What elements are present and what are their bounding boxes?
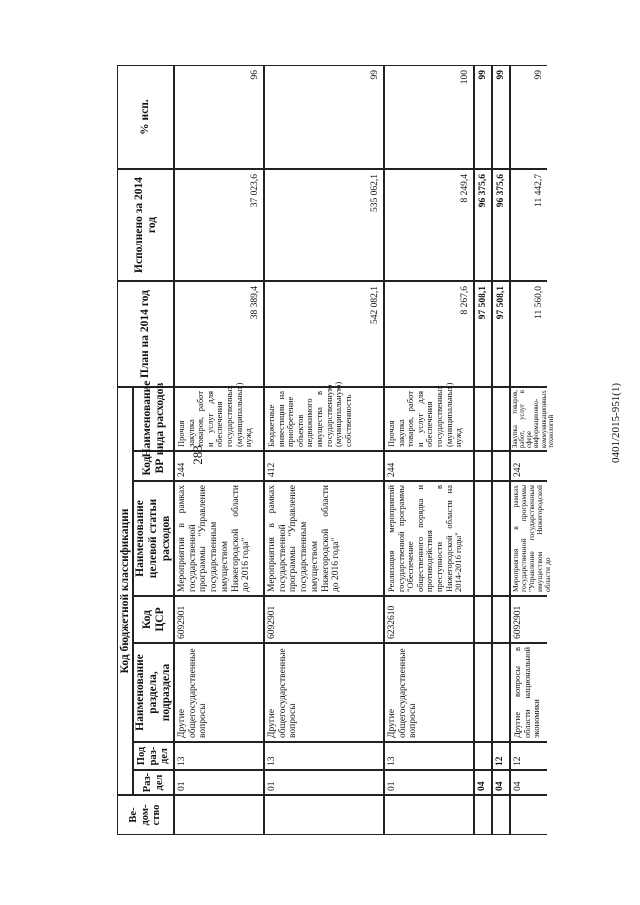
table-cell-vedomstvo <box>510 795 547 835</box>
table-cell-percent: 99 <box>510 65 547 169</box>
table-cell-percent: 96 <box>174 65 264 169</box>
header-csr-name: Наименование целевой статьи расходов <box>133 481 174 596</box>
header-vedomstvo: Ве-дом-ство <box>117 795 174 835</box>
table-cell-csr <box>474 596 492 643</box>
table-cell-vr-name: Закупка товаров, работ, услуг в сфере информационно-коммуникационных технологий <box>510 387 547 451</box>
table-cell-podrazdel <box>474 742 492 770</box>
table-cell-vr <box>492 451 510 481</box>
table-cell-razdel: 04 <box>492 770 510 795</box>
table-cell-csr-name: Мероприятия в рамках государственной программы "Управление государственным имуществом Нижегородской области до 2016 года" <box>264 481 384 596</box>
table-cell-ispolneno: 11 442,7 <box>510 169 547 281</box>
table-cell-plan: 8 267,6 <box>384 281 474 387</box>
header-ispolneno: Исполнено за 2014 год <box>117 169 174 281</box>
table-cell-ispolneno: 96 375,6 <box>474 169 492 281</box>
table-cell-vr-name <box>492 387 510 451</box>
header-group: Код бюджетной классификации <box>117 387 133 795</box>
table-cell-percent: 99 <box>264 65 384 169</box>
table-cell-vedomstvo <box>384 795 474 835</box>
table-cell-ispolneno: 535 062,1 <box>264 169 384 281</box>
table-cell-razdel: 01 <box>174 770 264 795</box>
table-cell-vr-name <box>474 387 492 451</box>
table-cell-vedomstvo <box>174 795 264 835</box>
header-vr-name: Наименование вида расходов <box>133 387 174 451</box>
header-percent: % исп. <box>117 65 174 169</box>
table-cell-vr: 244 <box>174 451 264 481</box>
table-cell-razdel: 01 <box>384 770 474 795</box>
table-cell-vr <box>474 451 492 481</box>
table-cell-podrazdel: 13 <box>384 742 474 770</box>
table-cell-vr: 412 <box>264 451 384 481</box>
table-cell-vr-name: Прочая закупка товаров, работ и услуг для обеспечения государственных (муниципальных) нужд <box>384 387 474 451</box>
table-cell-percent: 100 <box>384 65 474 169</box>
page-number: 283 <box>190 445 205 465</box>
budget-table-rotated <box>117 65 555 835</box>
table-cell-ispolneno: 96 375,6 <box>492 169 510 281</box>
table-cell-csr-name <box>474 481 492 596</box>
table-cell-vedomstvo <box>492 795 510 835</box>
table-cell-vedomstvo <box>474 795 492 835</box>
table-cell-plan: 11 560,0 <box>510 281 547 387</box>
table-cell-csr: 6092901 <box>510 596 547 643</box>
header-plan: План на 2014 год <box>117 281 174 387</box>
table-cell-plan: 97 508,1 <box>474 281 492 387</box>
table-cell-podrazdel: 12 <box>492 742 510 770</box>
table-cell-razdel-name: Другие общегосударственные вопросы <box>384 643 474 742</box>
table-cell-csr: 6092901 <box>264 596 384 643</box>
table-cell-csr: 6092901 <box>174 596 264 643</box>
table-cell-percent: 99 <box>474 65 492 169</box>
table-cell-ispolneno: 37 023,6 <box>174 169 264 281</box>
table-cell-csr-name <box>492 481 510 596</box>
budget-table <box>117 65 555 835</box>
table-cell-podrazdel: 13 <box>174 742 264 770</box>
header-podrazdel: Под раз-дел <box>133 742 174 770</box>
table-cell-razdel: 04 <box>510 770 547 795</box>
table-cell-razdel-name: Другие общегосударственные вопросы <box>174 643 264 742</box>
table-cell-razdel-name: Другие общегосударственные вопросы <box>264 643 384 742</box>
table-cell-vr-name: Прочая закупка товаров, работ и услуг для обеспечения государственных (муниципальных) нужд <box>174 387 264 451</box>
table-cell-csr-name: Мероприятия в рамках государственной программы "Управление государственным имуществом Нижегородской области до 2016 года" <box>174 481 264 596</box>
table-cell-plan: 97 508,1 <box>492 281 510 387</box>
table-cell-razdel-name <box>474 643 492 742</box>
table-cell-percent: 99 <box>492 65 510 169</box>
table-cell-csr-name: Мероприятия в рамках государственной программы "Управление государственным имуществом Нижегородской области до <box>510 481 547 596</box>
table-cell-ispolneno: 8 249,4 <box>384 169 474 281</box>
table-cell-vedomstvo <box>264 795 384 835</box>
table-cell-podrazdel: 13 <box>264 742 384 770</box>
table-cell-podrazdel: 12 <box>510 742 547 770</box>
document-code: 0401/2015-951(1) <box>610 382 622 464</box>
table-cell-plan: 542 082,1 <box>264 281 384 387</box>
table-cell-csr: 6232610 <box>384 596 474 643</box>
header-razdel: Раз-дел <box>133 770 174 795</box>
table-cell-vr-name: Бюджетные инвестиции на приобретение объектов недвижимого имущества в государственную (муниципальную) собственность <box>264 387 384 451</box>
table-cell-vr: 244 <box>384 451 474 481</box>
header-vr: Код ВР <box>133 451 174 481</box>
table-cell-razdel: 04 <box>474 770 492 795</box>
table-cell-csr-name: Реализация мероприятий государственной программы "Обеспечение общественного порядка и противодействия преступности в Нижегородской области на 2014-2016 годы" <box>384 481 474 596</box>
table-cell-razdel-name <box>492 643 510 742</box>
header-csr: Код ЦСР <box>133 596 174 643</box>
table-cell-razdel: 01 <box>264 770 384 795</box>
table-cell-csr <box>492 596 510 643</box>
header-razdel-name: Наименование раздела, подраздела <box>133 643 174 742</box>
table-cell-razdel-name: Другие вопросы в области национальной экономики <box>510 643 547 742</box>
table-cell-plan: 38 389,4 <box>174 281 264 387</box>
table-cell-vr: 242 <box>510 451 547 481</box>
